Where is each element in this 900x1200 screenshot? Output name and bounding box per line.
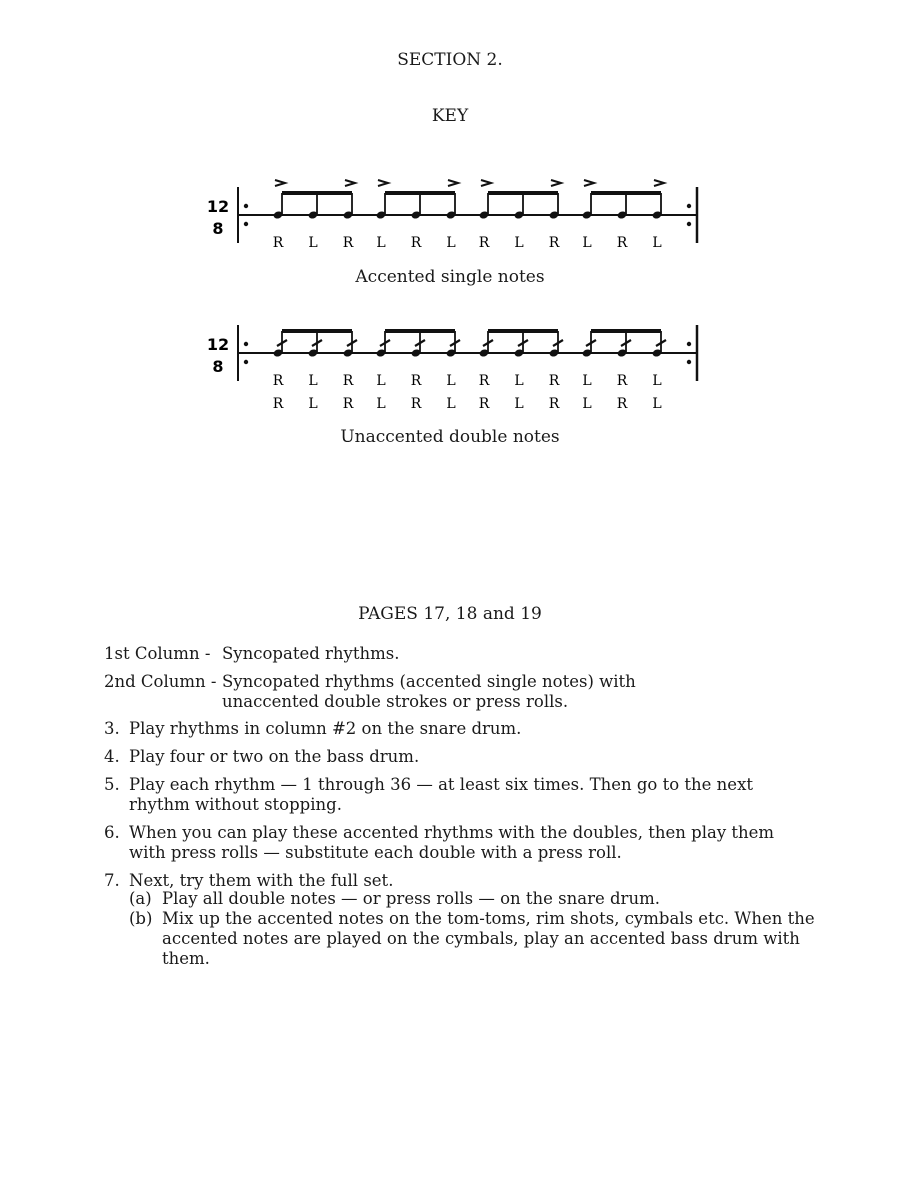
time-signature-top: 12	[206, 335, 230, 354]
sticking-letter: R	[616, 235, 628, 251]
sticking-letter: L	[446, 373, 456, 389]
accent-mark	[654, 180, 664, 186]
sticking-letter: L	[308, 396, 318, 412]
key-title: KEY	[431, 106, 469, 126]
caption-accented-single-notes: Accented single notes	[355, 267, 545, 287]
step-item	[104, 823, 824, 867]
sticking-letter: L	[514, 396, 524, 412]
repeat-dot	[687, 360, 691, 364]
sticking-letter: L	[582, 396, 592, 412]
accent-mark	[275, 180, 285, 186]
step-number: 7.	[104, 871, 120, 890]
substep-text: Play all double notes — or press rolls — on the snare drum.	[162, 889, 660, 908]
time-signature-bottom: 8	[212, 357, 224, 376]
column-text: Syncopated rhythms (accented single notes) with unaccented double strokes or press rolls.	[222, 672, 636, 711]
staff-2-svg	[0, 320, 900, 420]
sticking-letter: L	[376, 235, 386, 251]
sticking-letter: R	[548, 396, 560, 412]
accent-mark	[551, 180, 561, 186]
repeat-dot	[687, 204, 691, 208]
section-title: SECTION 2.	[397, 50, 503, 70]
column-item	[104, 644, 824, 666]
step-item	[104, 775, 824, 819]
time-signature-top: 12	[206, 197, 230, 216]
substep-letter: (a)	[129, 889, 152, 908]
time-signature-bottom: 8	[212, 219, 224, 238]
staff-double-notes	[0, 320, 900, 420]
column-text: Syncopated rhythms.	[222, 644, 400, 663]
column-label: 2nd Column -	[104, 672, 217, 691]
sticking-letter: R	[342, 373, 354, 389]
staff-accented-singles	[0, 170, 900, 260]
sticking-letter: R	[616, 373, 628, 389]
sticking-letter: R	[478, 373, 490, 389]
repeat-dot	[687, 222, 691, 226]
step-item	[104, 747, 824, 769]
sticking-letter: R	[272, 373, 284, 389]
accent-mark	[345, 180, 355, 186]
step-number: 6.	[104, 823, 120, 842]
sticking-letter: R	[616, 396, 628, 412]
sticking-letter: L	[514, 235, 524, 251]
sticking-letter: R	[410, 396, 422, 412]
accent-mark	[378, 180, 388, 186]
sticking-letter: R	[478, 235, 490, 251]
sticking-letter: L	[652, 396, 662, 412]
repeat-dot	[244, 204, 248, 208]
sticking-letter: R	[548, 235, 560, 251]
accent-mark	[481, 180, 491, 186]
substep-item	[129, 909, 819, 971]
sticking-letter: L	[582, 373, 592, 389]
sticking-letter: L	[376, 373, 386, 389]
staff-1-svg	[0, 170, 900, 260]
repeat-dot	[244, 360, 248, 364]
sticking-letter: R	[478, 396, 490, 412]
substep-text: Mix up the accented notes on the tom-toms, rim shots, cymbals etc. When the accented notes are played on the cymbals, play an accented bass drum with them.	[162, 909, 815, 968]
step-number: 4.	[104, 747, 120, 766]
accent-mark	[448, 180, 458, 186]
repeat-dot	[244, 222, 248, 226]
sticking-letter: L	[446, 235, 456, 251]
step-number: 5.	[104, 775, 120, 794]
sticking-letter: L	[308, 373, 318, 389]
accent-mark	[584, 180, 594, 186]
step-text: Play rhythms in column #2 on the snare drum.	[129, 719, 522, 738]
step-number: 3.	[104, 719, 120, 738]
column-label: 1st Column -	[104, 644, 211, 663]
repeat-dot	[244, 342, 248, 346]
repeat-dot	[687, 342, 691, 346]
sticking-letter: L	[582, 235, 592, 251]
sticking-letter: R	[342, 235, 354, 251]
sticking-letter: L	[376, 396, 386, 412]
sticking-letter: L	[652, 235, 662, 251]
step-text: Play each rhythm — 1 through 36 — at least six times. Then go to the next rhythm without stopping.	[129, 775, 754, 814]
step-item	[104, 719, 824, 741]
sticking-letter: R	[410, 235, 422, 251]
sticking-letter: R	[272, 396, 284, 412]
sticking-letter: R	[410, 373, 422, 389]
sticking-letter: R	[272, 235, 284, 251]
step-text: When you can play these accented rhythms with the doubles, then play them with press rolls — substitute each double with a press roll.	[129, 823, 775, 862]
caption-unaccented-double-notes: Unaccented double notes	[340, 427, 560, 447]
sticking-letter: L	[446, 396, 456, 412]
sticking-letter: R	[548, 373, 560, 389]
pages-heading: PAGES 17, 18 and 19	[358, 604, 542, 624]
column-item	[104, 672, 824, 716]
substep-letter: (b)	[129, 909, 153, 928]
sticking-letter: L	[308, 235, 318, 251]
sticking-letter: R	[342, 396, 354, 412]
step-text: Play four or two on the bass drum.	[129, 747, 420, 766]
step-text: Next, try them with the full set.	[129, 871, 394, 890]
substep-item	[129, 889, 819, 911]
sticking-letter: L	[652, 373, 662, 389]
sticking-letter: L	[514, 373, 524, 389]
